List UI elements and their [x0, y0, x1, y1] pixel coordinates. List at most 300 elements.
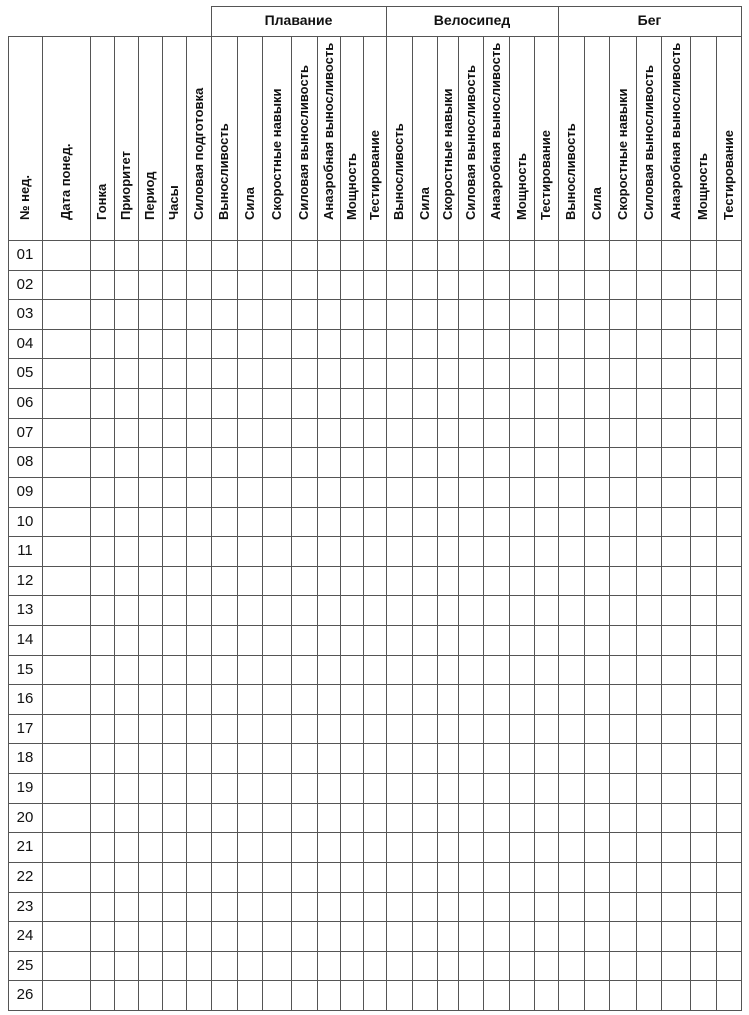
entry-cell[interactable]	[691, 685, 716, 714]
entry-cell[interactable]	[559, 537, 584, 566]
entry-cell[interactable]	[510, 774, 534, 803]
entry-cell[interactable]	[535, 893, 558, 922]
entry-cell[interactable]	[43, 952, 90, 981]
entry-cell[interactable]	[717, 359, 741, 388]
entry-cell[interactable]	[139, 744, 162, 773]
entry-cell[interactable]	[691, 833, 716, 862]
entry-cell[interactable]	[610, 893, 636, 922]
entry-cell[interactable]	[139, 804, 162, 833]
entry-cell[interactable]	[163, 537, 186, 566]
entry-cell[interactable]	[187, 389, 211, 418]
entry-cell[interactable]	[535, 596, 558, 625]
entry-cell[interactable]	[717, 804, 741, 833]
entry-cell[interactable]	[510, 893, 534, 922]
entry-cell[interactable]	[292, 359, 317, 388]
entry-cell[interactable]	[535, 389, 558, 418]
entry-cell[interactable]	[115, 626, 138, 655]
entry-cell[interactable]	[691, 922, 716, 951]
entry-cell[interactable]	[637, 389, 661, 418]
entry-cell[interactable]	[413, 241, 437, 270]
entry-cell[interactable]	[292, 478, 317, 507]
entry-cell[interactable]	[413, 804, 437, 833]
entry-cell[interactable]	[510, 359, 534, 388]
entry-cell[interactable]	[691, 359, 716, 388]
entry-cell[interactable]	[318, 685, 340, 714]
entry-cell[interactable]	[535, 981, 558, 1010]
entry-cell[interactable]	[413, 389, 437, 418]
entry-cell[interactable]	[43, 715, 90, 744]
entry-cell[interactable]	[341, 804, 363, 833]
entry-cell[interactable]	[413, 478, 437, 507]
entry-cell[interactable]	[484, 774, 509, 803]
entry-cell[interactable]	[187, 981, 211, 1010]
entry-cell[interactable]	[413, 774, 437, 803]
entry-cell[interactable]	[438, 448, 458, 477]
entry-cell[interactable]	[238, 952, 262, 981]
entry-cell[interactable]	[43, 300, 90, 329]
entry-cell[interactable]	[163, 863, 186, 892]
entry-cell[interactable]	[318, 359, 340, 388]
entry-cell[interactable]	[610, 241, 636, 270]
entry-cell[interactable]	[115, 359, 138, 388]
entry-cell[interactable]	[43, 744, 90, 773]
entry-cell[interactable]	[585, 981, 609, 1010]
entry-cell[interactable]	[438, 241, 458, 270]
entry-cell[interactable]	[212, 922, 237, 951]
entry-cell[interactable]	[387, 389, 412, 418]
entry-cell[interactable]	[510, 537, 534, 566]
entry-cell[interactable]	[364, 478, 386, 507]
entry-cell[interactable]	[163, 478, 186, 507]
entry-cell[interactable]	[637, 774, 661, 803]
entry-cell[interactable]	[717, 300, 741, 329]
entry-cell[interactable]	[163, 744, 186, 773]
entry-cell[interactable]	[610, 596, 636, 625]
entry-cell[interactable]	[459, 893, 483, 922]
entry-cell[interactable]	[139, 952, 162, 981]
entry-cell[interactable]	[341, 656, 363, 685]
entry-cell[interactable]	[43, 863, 90, 892]
entry-cell[interactable]	[115, 508, 138, 537]
entry-cell[interactable]	[662, 448, 690, 477]
entry-cell[interactable]	[187, 922, 211, 951]
entry-cell[interactable]	[637, 893, 661, 922]
entry-cell[interactable]	[459, 952, 483, 981]
entry-cell[interactable]	[292, 893, 317, 922]
entry-cell[interactable]	[559, 952, 584, 981]
entry-cell[interactable]	[691, 330, 716, 359]
entry-cell[interactable]	[510, 389, 534, 418]
entry-cell[interactable]	[387, 567, 412, 596]
entry-cell[interactable]	[238, 448, 262, 477]
entry-cell[interactable]	[364, 271, 386, 300]
entry-cell[interactable]	[341, 330, 363, 359]
entry-cell[interactable]	[691, 567, 716, 596]
entry-cell[interactable]	[139, 359, 162, 388]
entry-cell[interactable]	[610, 744, 636, 773]
entry-cell[interactable]	[115, 981, 138, 1010]
entry-cell[interactable]	[238, 537, 262, 566]
entry-cell[interactable]	[163, 567, 186, 596]
entry-cell[interactable]	[484, 804, 509, 833]
entry-cell[interactable]	[484, 508, 509, 537]
entry-cell[interactable]	[139, 330, 162, 359]
entry-cell[interactable]	[637, 419, 661, 448]
entry-cell[interactable]	[484, 300, 509, 329]
entry-cell[interactable]	[637, 715, 661, 744]
entry-cell[interactable]	[292, 952, 317, 981]
entry-cell[interactable]	[559, 863, 584, 892]
entry-cell[interactable]	[341, 567, 363, 596]
entry-cell[interactable]	[91, 271, 114, 300]
entry-cell[interactable]	[263, 656, 291, 685]
entry-cell[interactable]	[691, 774, 716, 803]
entry-cell[interactable]	[717, 922, 741, 951]
entry-cell[interactable]	[318, 744, 340, 773]
entry-cell[interactable]	[559, 300, 584, 329]
entry-cell[interactable]	[115, 300, 138, 329]
entry-cell[interactable]	[610, 863, 636, 892]
entry-cell[interactable]	[238, 981, 262, 1010]
entry-cell[interactable]	[238, 804, 262, 833]
entry-cell[interactable]	[43, 271, 90, 300]
entry-cell[interactable]	[559, 596, 584, 625]
entry-cell[interactable]	[717, 389, 741, 418]
entry-cell[interactable]	[691, 300, 716, 329]
entry-cell[interactable]	[341, 448, 363, 477]
entry-cell[interactable]	[585, 833, 609, 862]
entry-cell[interactable]	[413, 981, 437, 1010]
entry-cell[interactable]	[187, 626, 211, 655]
entry-cell[interactable]	[292, 448, 317, 477]
entry-cell[interactable]	[263, 952, 291, 981]
entry-cell[interactable]	[717, 952, 741, 981]
entry-cell[interactable]	[238, 922, 262, 951]
entry-cell[interactable]	[91, 804, 114, 833]
entry-cell[interactable]	[163, 656, 186, 685]
entry-cell[interactable]	[139, 656, 162, 685]
entry-cell[interactable]	[459, 863, 483, 892]
entry-cell[interactable]	[484, 537, 509, 566]
entry-cell[interactable]	[263, 715, 291, 744]
entry-cell[interactable]	[139, 271, 162, 300]
entry-cell[interactable]	[364, 715, 386, 744]
entry-cell[interactable]	[535, 656, 558, 685]
entry-cell[interactable]	[364, 567, 386, 596]
entry-cell[interactable]	[484, 359, 509, 388]
entry-cell[interactable]	[387, 715, 412, 744]
entry-cell[interactable]	[413, 744, 437, 773]
entry-cell[interactable]	[484, 419, 509, 448]
entry-cell[interactable]	[341, 893, 363, 922]
entry-cell[interactable]	[438, 893, 458, 922]
entry-cell[interactable]	[163, 508, 186, 537]
entry-cell[interactable]	[662, 685, 690, 714]
entry-cell[interactable]	[510, 952, 534, 981]
entry-cell[interactable]	[717, 626, 741, 655]
entry-cell[interactable]	[318, 300, 340, 329]
entry-cell[interactable]	[610, 715, 636, 744]
entry-cell[interactable]	[585, 567, 609, 596]
entry-cell[interactable]	[364, 685, 386, 714]
entry-cell[interactable]	[387, 952, 412, 981]
entry-cell[interactable]	[115, 567, 138, 596]
entry-cell[interactable]	[263, 241, 291, 270]
entry-cell[interactable]	[163, 596, 186, 625]
entry-cell[interactable]	[238, 359, 262, 388]
entry-cell[interactable]	[484, 567, 509, 596]
entry-cell[interactable]	[292, 804, 317, 833]
entry-cell[interactable]	[43, 359, 90, 388]
entry-cell[interactable]	[535, 626, 558, 655]
entry-cell[interactable]	[691, 893, 716, 922]
entry-cell[interactable]	[187, 330, 211, 359]
entry-cell[interactable]	[610, 330, 636, 359]
entry-cell[interactable]	[413, 448, 437, 477]
entry-cell[interactable]	[559, 626, 584, 655]
entry-cell[interactable]	[364, 330, 386, 359]
entry-cell[interactable]	[413, 596, 437, 625]
entry-cell[interactable]	[364, 774, 386, 803]
entry-cell[interactable]	[187, 656, 211, 685]
entry-cell[interactable]	[662, 863, 690, 892]
entry-cell[interactable]	[43, 508, 90, 537]
entry-cell[interactable]	[91, 508, 114, 537]
entry-cell[interactable]	[292, 596, 317, 625]
entry-cell[interactable]	[263, 567, 291, 596]
entry-cell[interactable]	[459, 537, 483, 566]
entry-cell[interactable]	[341, 508, 363, 537]
entry-cell[interactable]	[263, 359, 291, 388]
entry-cell[interactable]	[115, 715, 138, 744]
entry-cell[interactable]	[662, 359, 690, 388]
entry-cell[interactable]	[318, 863, 340, 892]
entry-cell[interactable]	[187, 715, 211, 744]
entry-cell[interactable]	[91, 626, 114, 655]
entry-cell[interactable]	[238, 271, 262, 300]
entry-cell[interactable]	[238, 744, 262, 773]
entry-cell[interactable]	[585, 656, 609, 685]
entry-cell[interactable]	[413, 359, 437, 388]
entry-cell[interactable]	[292, 567, 317, 596]
entry-cell[interactable]	[318, 626, 340, 655]
entry-cell[interactable]	[662, 330, 690, 359]
entry-cell[interactable]	[484, 448, 509, 477]
entry-cell[interactable]	[212, 300, 237, 329]
entry-cell[interactable]	[662, 833, 690, 862]
entry-cell[interactable]	[91, 981, 114, 1010]
entry-cell[interactable]	[662, 656, 690, 685]
entry-cell[interactable]	[459, 596, 483, 625]
entry-cell[interactable]	[510, 715, 534, 744]
entry-cell[interactable]	[484, 389, 509, 418]
entry-cell[interactable]	[610, 626, 636, 655]
entry-cell[interactable]	[438, 508, 458, 537]
entry-cell[interactable]	[212, 359, 237, 388]
entry-cell[interactable]	[691, 952, 716, 981]
entry-cell[interactable]	[212, 656, 237, 685]
entry-cell[interactable]	[115, 863, 138, 892]
entry-cell[interactable]	[510, 804, 534, 833]
entry-cell[interactable]	[91, 567, 114, 596]
entry-cell[interactable]	[238, 715, 262, 744]
entry-cell[interactable]	[212, 389, 237, 418]
entry-cell[interactable]	[91, 448, 114, 477]
entry-cell[interactable]	[263, 508, 291, 537]
entry-cell[interactable]	[510, 833, 534, 862]
entry-cell[interactable]	[637, 359, 661, 388]
entry-cell[interactable]	[318, 537, 340, 566]
entry-cell[interactable]	[318, 508, 340, 537]
entry-cell[interactable]	[717, 715, 741, 744]
entry-cell[interactable]	[341, 685, 363, 714]
entry-cell[interactable]	[318, 419, 340, 448]
entry-cell[interactable]	[341, 389, 363, 418]
entry-cell[interactable]	[610, 774, 636, 803]
entry-cell[interactable]	[91, 596, 114, 625]
entry-cell[interactable]	[318, 389, 340, 418]
entry-cell[interactable]	[691, 596, 716, 625]
entry-cell[interactable]	[163, 981, 186, 1010]
entry-cell[interactable]	[585, 300, 609, 329]
entry-cell[interactable]	[43, 804, 90, 833]
entry-cell[interactable]	[637, 804, 661, 833]
entry-cell[interactable]	[459, 922, 483, 951]
entry-cell[interactable]	[610, 981, 636, 1010]
entry-cell[interactable]	[662, 626, 690, 655]
entry-cell[interactable]	[387, 508, 412, 537]
entry-cell[interactable]	[662, 804, 690, 833]
entry-cell[interactable]	[585, 952, 609, 981]
entry-cell[interactable]	[212, 596, 237, 625]
entry-cell[interactable]	[559, 567, 584, 596]
entry-cell[interactable]	[387, 359, 412, 388]
entry-cell[interactable]	[459, 389, 483, 418]
entry-cell[interactable]	[212, 952, 237, 981]
entry-cell[interactable]	[413, 715, 437, 744]
entry-cell[interactable]	[318, 596, 340, 625]
entry-cell[interactable]	[263, 626, 291, 655]
entry-cell[interactable]	[438, 863, 458, 892]
entry-cell[interactable]	[559, 893, 584, 922]
entry-cell[interactable]	[292, 715, 317, 744]
entry-cell[interactable]	[484, 271, 509, 300]
entry-cell[interactable]	[459, 478, 483, 507]
entry-cell[interactable]	[559, 359, 584, 388]
entry-cell[interactable]	[341, 300, 363, 329]
entry-cell[interactable]	[413, 330, 437, 359]
entry-cell[interactable]	[364, 241, 386, 270]
entry-cell[interactable]	[212, 981, 237, 1010]
entry-cell[interactable]	[610, 359, 636, 388]
entry-cell[interactable]	[438, 774, 458, 803]
entry-cell[interactable]	[438, 744, 458, 773]
entry-cell[interactable]	[691, 744, 716, 773]
entry-cell[interactable]	[163, 271, 186, 300]
entry-cell[interactable]	[187, 419, 211, 448]
entry-cell[interactable]	[43, 833, 90, 862]
entry-cell[interactable]	[292, 508, 317, 537]
entry-cell[interactable]	[115, 419, 138, 448]
entry-cell[interactable]	[91, 537, 114, 566]
entry-cell[interactable]	[438, 656, 458, 685]
entry-cell[interactable]	[559, 419, 584, 448]
entry-cell[interactable]	[387, 804, 412, 833]
entry-cell[interactable]	[43, 478, 90, 507]
entry-cell[interactable]	[139, 981, 162, 1010]
entry-cell[interactable]	[691, 804, 716, 833]
entry-cell[interactable]	[535, 537, 558, 566]
entry-cell[interactable]	[662, 478, 690, 507]
entry-cell[interactable]	[438, 478, 458, 507]
entry-cell[interactable]	[364, 300, 386, 329]
entry-cell[interactable]	[115, 774, 138, 803]
entry-cell[interactable]	[139, 537, 162, 566]
entry-cell[interactable]	[364, 419, 386, 448]
entry-cell[interactable]	[212, 537, 237, 566]
entry-cell[interactable]	[637, 448, 661, 477]
entry-cell[interactable]	[212, 478, 237, 507]
entry-cell[interactable]	[610, 833, 636, 862]
entry-cell[interactable]	[662, 981, 690, 1010]
entry-cell[interactable]	[187, 685, 211, 714]
entry-cell[interactable]	[637, 833, 661, 862]
entry-cell[interactable]	[662, 922, 690, 951]
entry-cell[interactable]	[610, 271, 636, 300]
entry-cell[interactable]	[717, 419, 741, 448]
entry-cell[interactable]	[364, 626, 386, 655]
entry-cell[interactable]	[115, 537, 138, 566]
entry-cell[interactable]	[387, 241, 412, 270]
entry-cell[interactable]	[585, 419, 609, 448]
entry-cell[interactable]	[91, 478, 114, 507]
entry-cell[interactable]	[263, 300, 291, 329]
entry-cell[interactable]	[292, 241, 317, 270]
entry-cell[interactable]	[238, 419, 262, 448]
entry-cell[interactable]	[438, 330, 458, 359]
entry-cell[interactable]	[717, 833, 741, 862]
entry-cell[interactable]	[341, 833, 363, 862]
entry-cell[interactable]	[139, 300, 162, 329]
entry-cell[interactable]	[364, 744, 386, 773]
entry-cell[interactable]	[387, 656, 412, 685]
entry-cell[interactable]	[413, 419, 437, 448]
entry-cell[interactable]	[585, 330, 609, 359]
entry-cell[interactable]	[637, 567, 661, 596]
entry-cell[interactable]	[510, 241, 534, 270]
entry-cell[interactable]	[484, 952, 509, 981]
entry-cell[interactable]	[559, 922, 584, 951]
entry-cell[interactable]	[413, 685, 437, 714]
entry-cell[interactable]	[212, 685, 237, 714]
entry-cell[interactable]	[438, 537, 458, 566]
entry-cell[interactable]	[318, 833, 340, 862]
entry-cell[interactable]	[413, 508, 437, 537]
entry-cell[interactable]	[341, 537, 363, 566]
entry-cell[interactable]	[438, 626, 458, 655]
entry-cell[interactable]	[163, 715, 186, 744]
entry-cell[interactable]	[387, 833, 412, 862]
entry-cell[interactable]	[459, 271, 483, 300]
entry-cell[interactable]	[438, 567, 458, 596]
entry-cell[interactable]	[187, 537, 211, 566]
entry-cell[interactable]	[510, 567, 534, 596]
entry-cell[interactable]	[438, 271, 458, 300]
entry-cell[interactable]	[91, 922, 114, 951]
entry-cell[interactable]	[413, 863, 437, 892]
entry-cell[interactable]	[238, 330, 262, 359]
entry-cell[interactable]	[585, 863, 609, 892]
